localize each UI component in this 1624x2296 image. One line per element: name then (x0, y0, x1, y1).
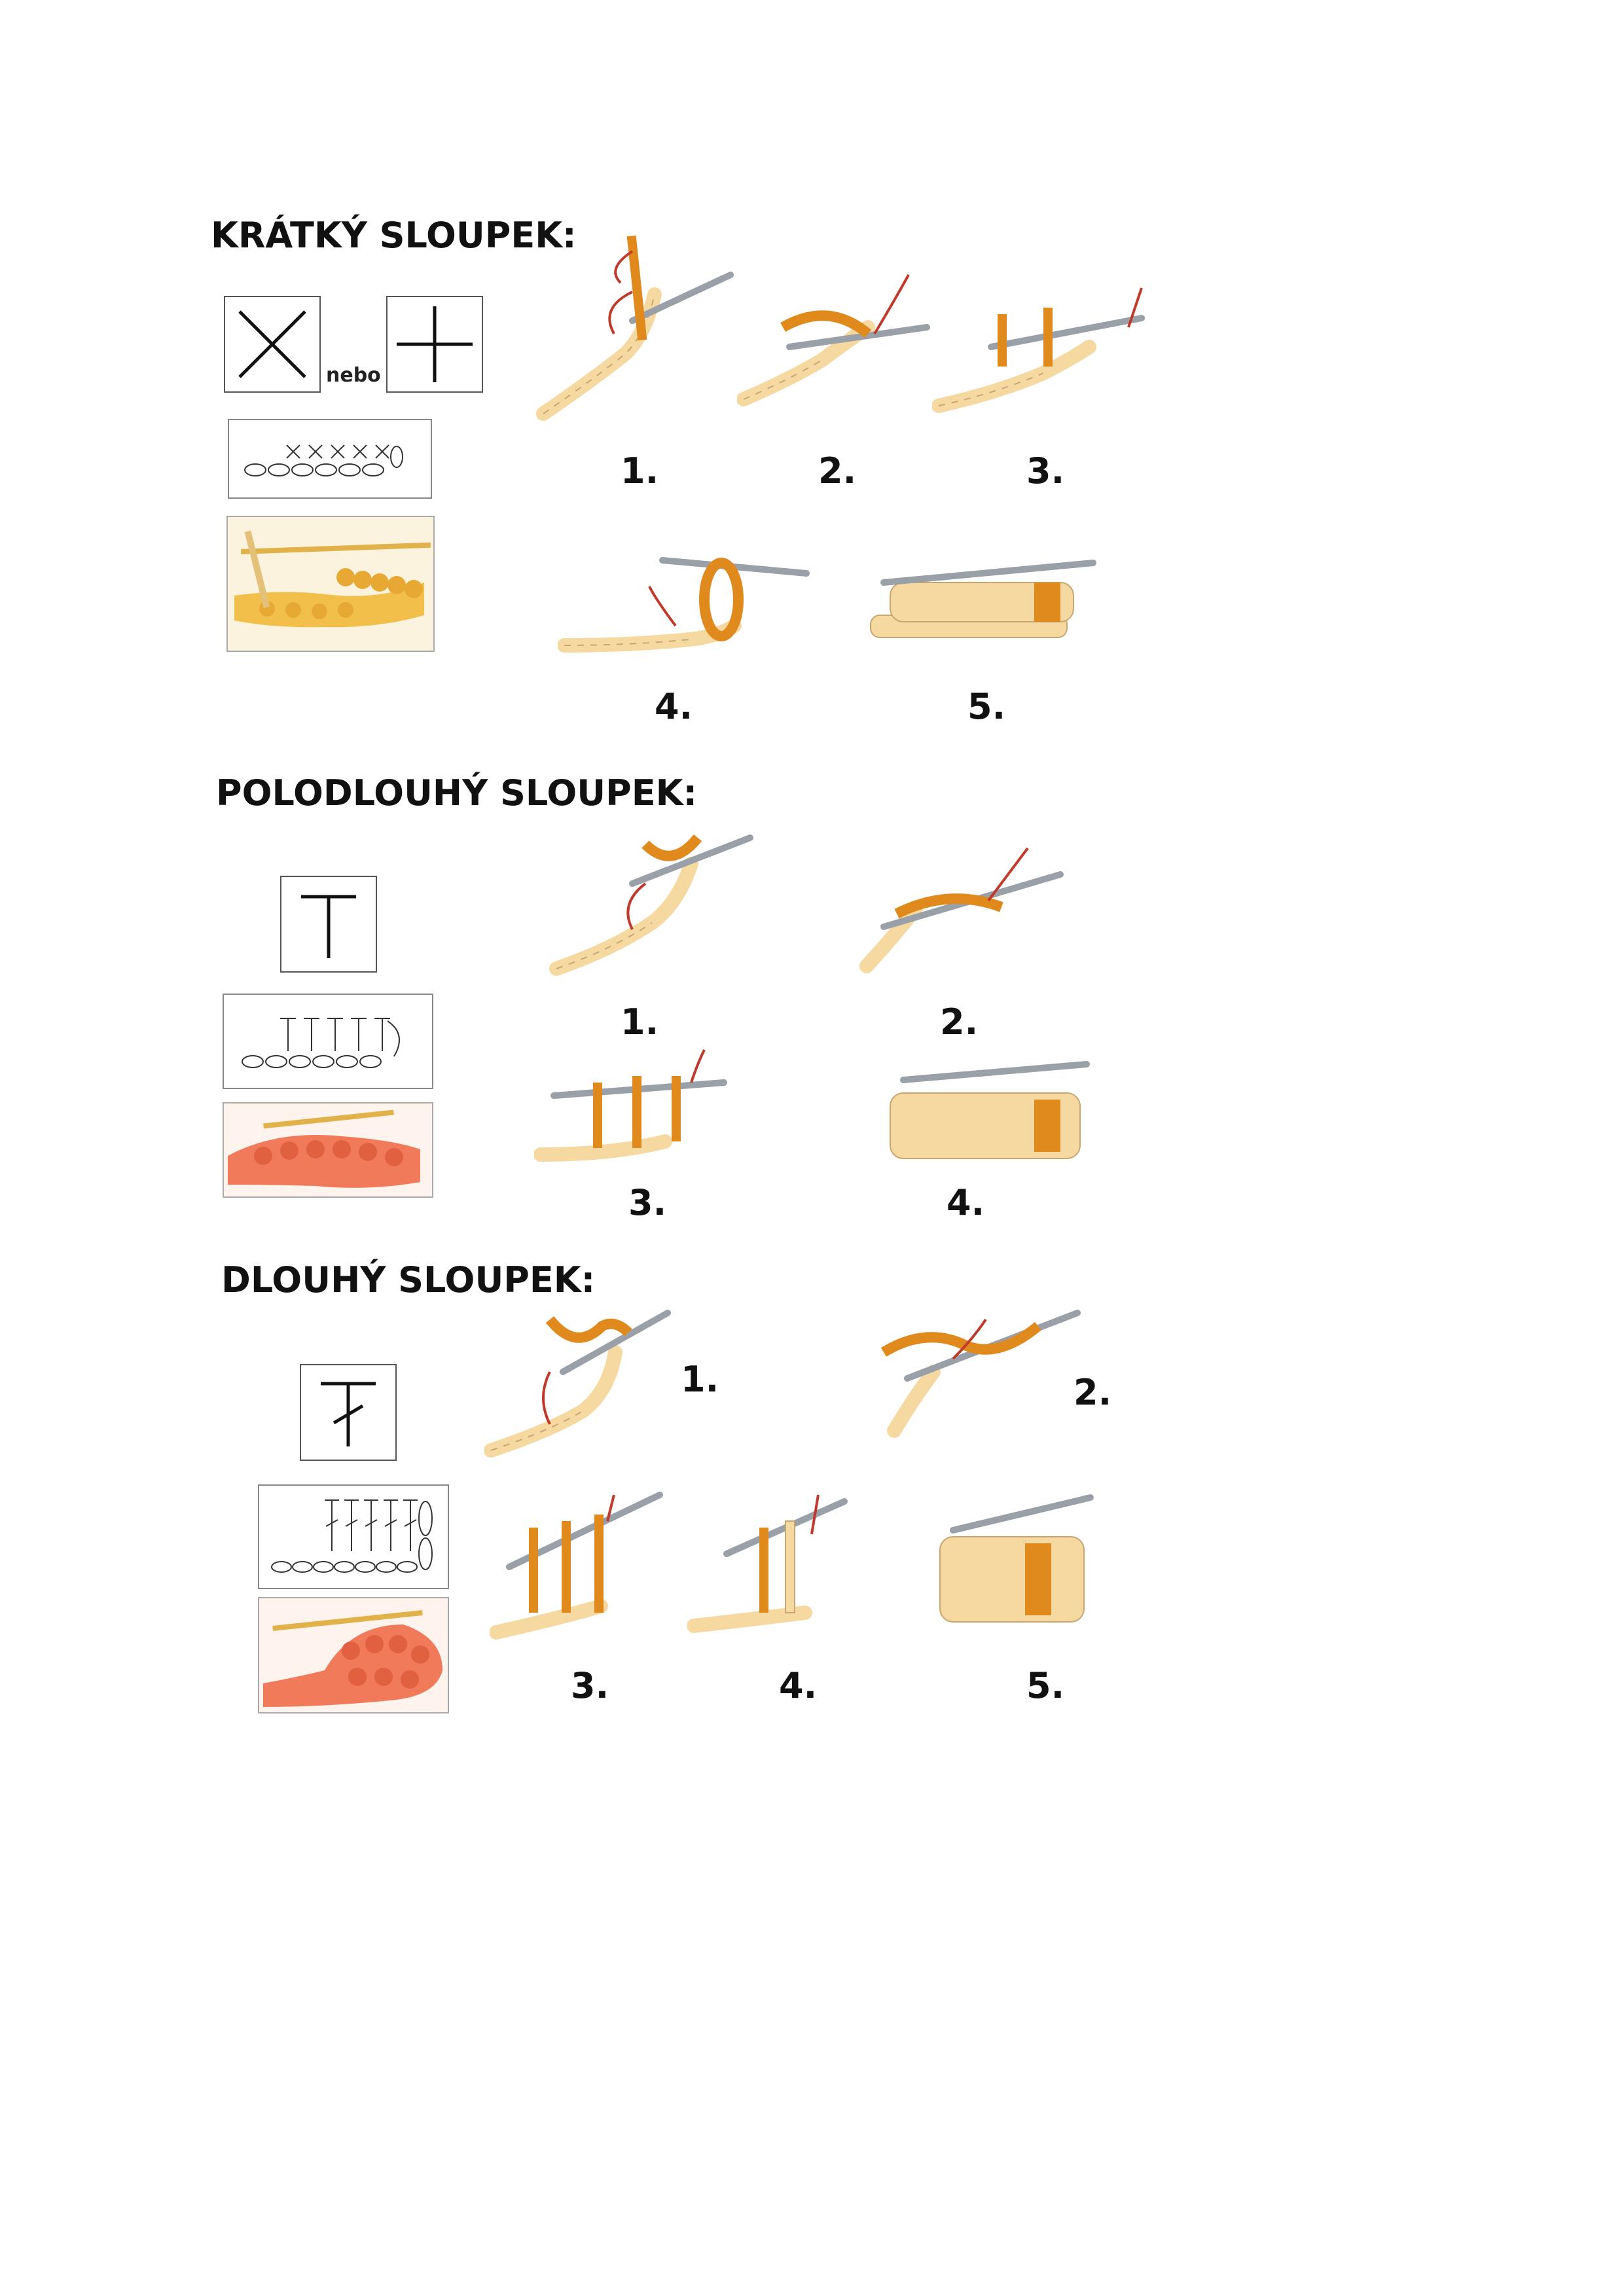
stitch-chart-half-double-crochet (223, 994, 433, 1089)
double-crochet-step-5-illustration (927, 1484, 1097, 1635)
x-stitch-symbol-icon (224, 296, 321, 393)
photo-double-crochet-sample (258, 1597, 449, 1713)
photo-half-double-crochet-sample (223, 1102, 433, 1198)
step-number: 1. (621, 1001, 659, 1043)
step-number: 4. (947, 1182, 985, 1223)
half-double-step-3-illustration (534, 1043, 731, 1174)
half-double-step-1-illustration (547, 825, 757, 982)
step-number: 3. (1026, 450, 1065, 492)
step-number: 1. (621, 450, 659, 492)
double-crochet-step-1-illustration (484, 1300, 674, 1463)
double-crochet-step-3-illustration (490, 1482, 666, 1645)
single-crochet-step-5-illustration (864, 543, 1100, 668)
t-stitch-symbol-icon (280, 876, 377, 973)
section-title-half-double-crochet: POLODLOUHÝ SLOUPEK: (216, 772, 698, 814)
crossed-t-stitch-symbol-icon (300, 1364, 397, 1461)
stitch-chart-double-crochet (258, 1484, 449, 1589)
single-crochet-step-1-illustration (534, 229, 744, 425)
step-number: 4. (655, 686, 693, 727)
double-crochet-step-2-illustration (875, 1300, 1084, 1444)
single-crochet-step-3-illustration (932, 268, 1148, 425)
half-double-step-2-illustration (857, 835, 1067, 986)
step-number: 2. (818, 450, 857, 492)
step-number: 5. (967, 686, 1006, 727)
single-crochet-step-4-illustration (558, 514, 813, 665)
half-double-step-4-illustration (877, 1047, 1093, 1178)
section-title-double-crochet: DLOUHÝ SLOUPEK: (221, 1259, 596, 1300)
stitch-chart-single-crochet (228, 419, 432, 499)
step-number: 3. (571, 1665, 609, 1706)
step-number: 3. (628, 1182, 667, 1223)
plus-stitch-symbol-icon (386, 296, 483, 393)
step-number: 4. (779, 1665, 818, 1706)
step-number: 2. (940, 1001, 979, 1043)
or-label: nebo (326, 364, 381, 387)
step-number: 5. (1026, 1665, 1065, 1706)
section-title-single-crochet: KRÁTKÝ SLOUPEK: (211, 215, 577, 256)
single-crochet-step-2-illustration (737, 262, 933, 419)
photo-single-crochet-sample (226, 516, 435, 652)
step-number: 1. (681, 1359, 719, 1400)
step-number: 2. (1074, 1372, 1112, 1413)
double-crochet-step-4-illustration (687, 1482, 851, 1639)
